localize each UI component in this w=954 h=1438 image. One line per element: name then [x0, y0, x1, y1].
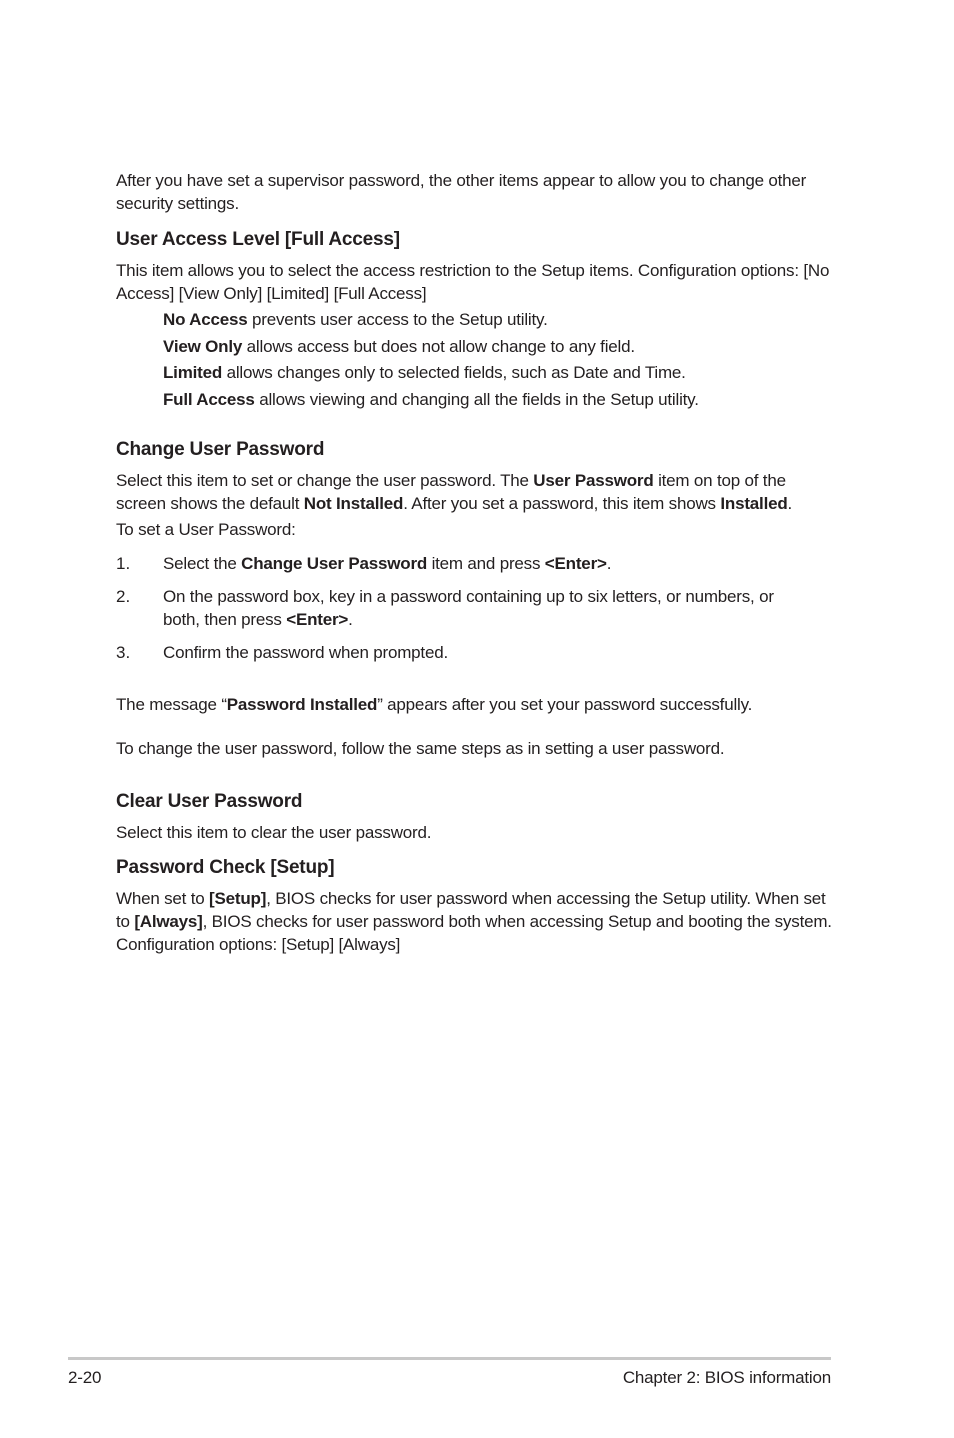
section-heading-password-check: Password Check [Setup] [116, 857, 335, 878]
text-run: ” appears after you set your password successfully. [377, 695, 753, 714]
text-run-bold: Change User Password [241, 554, 428, 573]
text-run: Select this item to set or change the user password. The [116, 471, 534, 490]
step-number: 3. [116, 643, 131, 662]
option-term: Full Access [163, 390, 255, 409]
text-run: On the password box, key in a password containing up to six letters, or numbers, or both, then press [163, 587, 774, 629]
text-run: When set to [116, 889, 210, 908]
text-run-bold: <Enter> [544, 554, 607, 573]
text-run: . After you set a password, this item shows [403, 494, 721, 513]
change-password-description [116, 469, 834, 515]
text-run-bold: User Password [533, 471, 654, 490]
password-check-description [116, 887, 834, 956]
option-term: Limited [163, 363, 223, 382]
clear-password-description: Select this item to clear the user password. [116, 823, 432, 842]
text-run: item on top of the screen shows the default [116, 471, 786, 513]
step-3: Confirm the password when prompted. [163, 643, 448, 662]
section-heading-clear-password: Clear User Password [116, 791, 303, 812]
text-run-bold: [Always] [134, 912, 203, 931]
text-run: . [787, 494, 793, 513]
text-run-bold: Installed [720, 494, 788, 513]
text-run: , BIOS checks for user password when accessing the Setup utility. When set to [116, 889, 826, 931]
text-run-bold: <Enter> [286, 610, 349, 629]
user-access-description: This item allows you to select the access restriction to the Setup items. Configuration options: [No Access] [View Only] [Limited] [Full Access] [116, 261, 830, 303]
option-term: No Access [163, 310, 248, 329]
chapter-title: Chapter 2: BIOS information [622, 1368, 831, 1387]
step-number: 1. [116, 554, 131, 573]
text-run: Select the [163, 554, 242, 573]
footer-rule [68, 1357, 831, 1360]
set-password-intro: To set a User Password: [116, 520, 296, 539]
step-2 [163, 585, 814, 631]
text-run-bold: Not Installed [303, 494, 404, 513]
option-limited [163, 361, 854, 384]
page-number: 2-20 [68, 1368, 102, 1387]
section-heading-change-password: Change User Password [116, 439, 325, 460]
section-heading-user-access: User Access Level [Full Access] [116, 229, 400, 250]
option-full-access [163, 388, 854, 411]
option-desc: allows access but does not allow change to any field. [242, 337, 635, 356]
option-desc: allows viewing and changing all the fields in the Setup utility. [254, 390, 699, 409]
option-desc: allows changes only to selected fields, such as Date and Time. [222, 363, 686, 382]
change-password-note: To change the user password, follow the same steps as in setting a user password. [116, 739, 725, 758]
option-desc: prevents user access to the Setup utility. [247, 310, 548, 329]
password-installed-message [116, 693, 834, 716]
option-no-access [163, 308, 854, 331]
step-1 [163, 552, 814, 575]
text-run-bold: [Setup] [209, 889, 267, 908]
text-run: , BIOS checks for user password both when accessing Setup and booting the system. Configuration options: [Setup] [Always] [116, 912, 832, 954]
text-run: item and press [427, 554, 545, 573]
text-run: . [606, 554, 612, 573]
text-run: . [348, 610, 353, 629]
step-number: 2. [116, 587, 131, 606]
text-run: The message “ [116, 695, 227, 714]
option-view-only [163, 335, 854, 358]
intro-paragraph: After you have set a supervisor password, the other items appear to allow you to change other security settings. [116, 171, 807, 213]
option-term: View Only [163, 337, 243, 356]
text-run-bold: Password Installed [226, 695, 378, 714]
